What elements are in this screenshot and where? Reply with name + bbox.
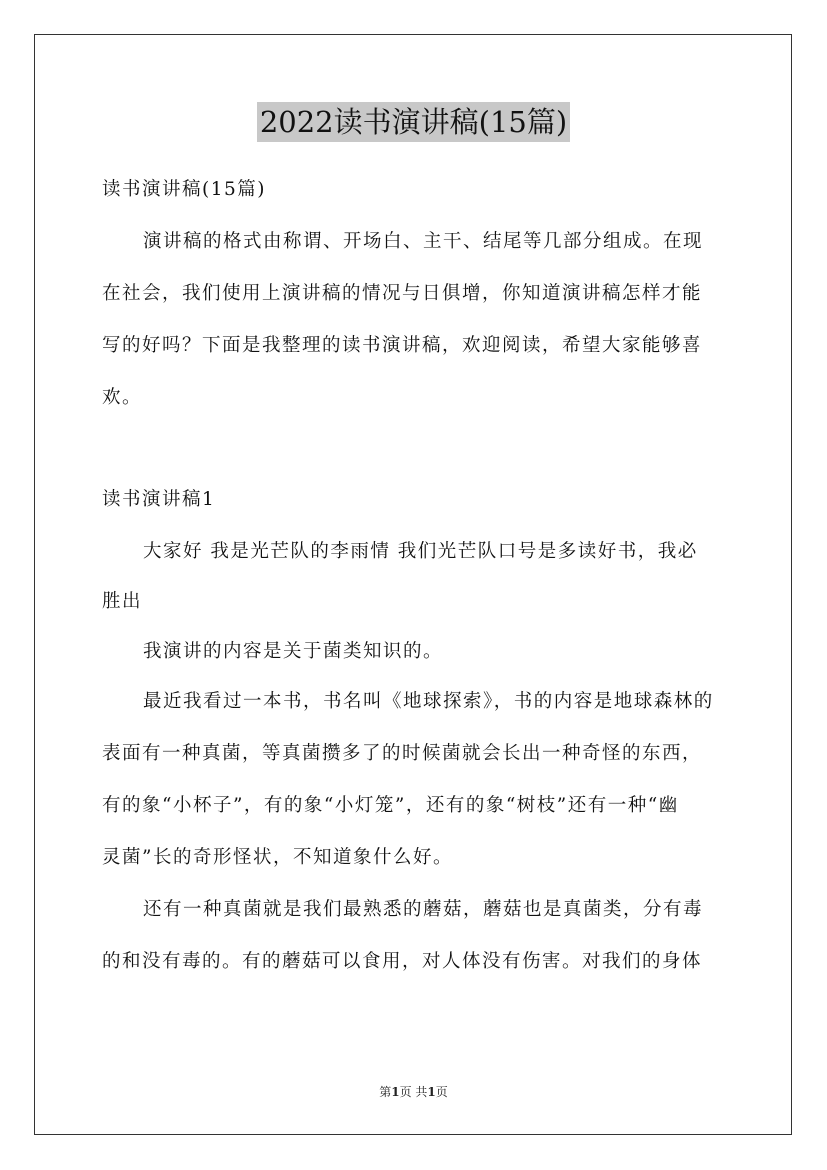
page-footer (0, 1083, 827, 1101)
document-title: 2022读书演讲稿(15篇) (257, 102, 570, 142)
body-line: 表面有一种真菌，等真菌攒多了的时候菌就会长出一种奇怪的东西， (102, 743, 703, 764)
body-line: 的和没有毒的。有的蘑菇可以食用，对人体没有伤害。对我们的身体 (102, 951, 703, 972)
intro-line: 欢。 (102, 387, 143, 408)
footer-mid: 页 共 (399, 1085, 428, 1099)
body-line: 我演讲的内容是关于菌类知识的。 (143, 641, 444, 662)
body-line: 还有一种真菌就是我们最熟悉的蘑菇，蘑菇也是真菌类，分有毒 (143, 899, 704, 920)
body-line: 大家好 我是光芒队的李雨情 我们光芒队口号是多读好书，我必 (143, 541, 698, 562)
footer-prefix: 第 (379, 1085, 392, 1099)
document-body (102, 172, 728, 980)
footer-page-number: 1 (391, 1085, 400, 1099)
footer-page-total: 1 (427, 1085, 436, 1099)
section-heading: 读书演讲稿1 (102, 489, 216, 510)
body-line: 有的象“小杯子”，有的象“小灯笼”，还有的象“树枝”还有一种“幽 (102, 795, 679, 816)
subtitle: 读书演讲稿(15篇) (102, 179, 266, 200)
body-line: 胜出 (102, 591, 143, 612)
intro-line: 写的好吗？下面是我整理的读书演讲稿，欢迎阅读，希望大家能够喜 (102, 335, 703, 356)
title-container (0, 102, 827, 142)
footer-suffix: 页 (435, 1085, 448, 1099)
body-line: 最近我看过一本书，书名叫《地球探索》，书的内容是地球森林的 (143, 691, 714, 712)
intro-line: 在社会，我们使用上演讲稿的情况与日俱增，你知道演讲稿怎样才能 (102, 283, 703, 304)
body-line: 灵菌”长的奇形怪状，不知道象什么好。 (102, 847, 453, 868)
intro-line: 演讲稿的格式由称谓、开场白、主干、结尾等几部分组成。在现 (143, 231, 704, 252)
